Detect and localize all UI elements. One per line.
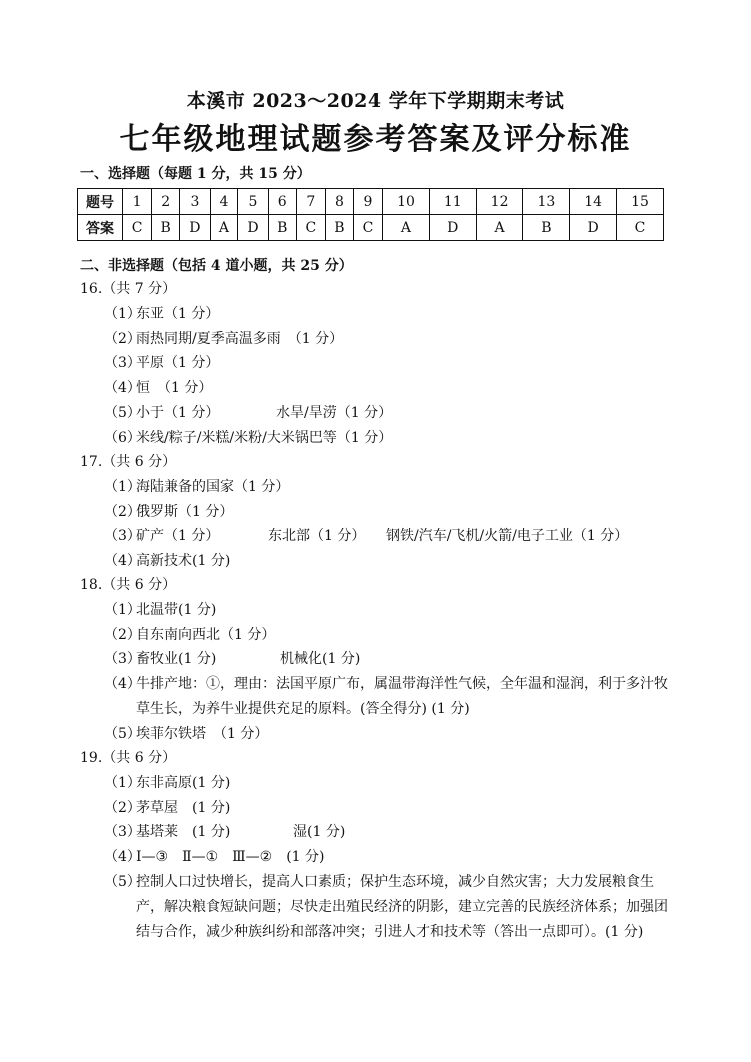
item-number: （2）	[104, 626, 141, 643]
answer-line	[80, 500, 628, 525]
item-number: （1）	[104, 774, 141, 791]
section-2-heading: 二、非选择题（包括 4 道小题，共 25 分）	[80, 258, 353, 274]
section-1-heading: 一、选择题（每题 1 分，共 15 分）	[80, 166, 311, 182]
item-answer: 基塔莱 (1 分)	[136, 824, 231, 841]
item-number: （4）	[104, 676, 141, 693]
item-answer: 茅草屋 (1 分)	[136, 799, 231, 816]
answer-line	[80, 351, 392, 376]
item-answer: 埃菲尔铁塔 （1 分）	[136, 725, 269, 742]
question-number: 3	[180, 189, 210, 215]
answer-cell: A	[383, 215, 430, 241]
item-answer: 海陆兼备的国家（1 分）	[136, 478, 290, 495]
item-answer: 畜牧业(1 分)	[136, 651, 217, 668]
question-number: 15	[617, 189, 664, 215]
question-number: 5	[238, 189, 268, 215]
answer-cell: C	[353, 215, 382, 241]
item-answer: 控制人口过快增长，提高人口素质；保护生态环境，减少自然灾害；大力发展粮食生产，解决粮食短缺问题；尽快走出殖民经济的阴影，建立完善的民族经济体系；加强团结与合作，减少种族纠纷和部落冲突；引进人才和技术等（答出一点即可）。(1 分)	[136, 873, 668, 940]
choice-answer-table	[77, 188, 664, 241]
question-number: 7	[296, 189, 325, 215]
answer-cell: D	[180, 215, 210, 241]
answer-line	[80, 771, 668, 796]
row-label: 答案	[78, 215, 123, 241]
item-number: （1）	[104, 478, 141, 495]
answer-cell: B	[325, 215, 353, 241]
answer-cell: D	[238, 215, 268, 241]
item-answer: 东非高原(1 分)	[136, 774, 231, 791]
question-number: 13	[523, 189, 570, 215]
item-answer: 平原（1 分）	[136, 355, 220, 372]
question-number: 12	[476, 189, 523, 215]
answer-cell: B	[523, 215, 570, 241]
item-answer: 小于（1 分）	[136, 404, 220, 421]
item-number: （3）	[104, 651, 141, 668]
item-answer: 牛排产地：①，理由：法国平原广布，属温带海洋性气候，全年温和湿润，利于多汁牧草生长，为养牛业提供充足的原料。(答全得分) (1 分)	[136, 676, 668, 717]
item-answer: 米线/粽子/米糕/米粉/大米锅巴等（1 分）	[136, 429, 393, 446]
answer-line	[80, 647, 668, 672]
answer-line	[80, 327, 392, 352]
answer-line	[80, 302, 392, 327]
answer-cell: D	[570, 215, 617, 241]
item-answer: 东亚（1 分）	[136, 305, 220, 322]
item-answer: Ⅰ—③ Ⅱ—① Ⅲ—② (1 分)	[136, 849, 325, 866]
item-answer: 高新技术(1 分)	[136, 553, 231, 570]
question-19	[80, 746, 668, 944]
item-number: （1）	[104, 601, 141, 618]
answer-cell: C	[123, 215, 152, 241]
question-number: 1	[123, 189, 152, 215]
answer-line	[80, 549, 628, 574]
item-answer: 恒 （1 分）	[136, 380, 213, 397]
answer-line	[80, 820, 668, 845]
item-number: （3）	[104, 824, 141, 841]
answer-line	[80, 376, 392, 401]
question-heading: 16.（共 7 分）	[80, 281, 177, 297]
item-answer-2: 湿(1 分)	[293, 824, 346, 841]
question-heading: 17.（共 6 分）	[80, 454, 177, 470]
item-answer-2: 东北部（1 分）	[268, 528, 366, 545]
document-title: 七年级地理试题参考答案及评分标准	[119, 122, 632, 157]
answer-cell: C	[617, 215, 664, 241]
item-answer: 俄罗斯（1 分）	[136, 503, 234, 520]
item-number: （3）	[104, 528, 141, 545]
question-number: 11	[429, 189, 476, 215]
answer-line	[80, 796, 668, 821]
question-heading: 18.（共 6 分）	[80, 577, 177, 593]
answer-line	[80, 722, 668, 747]
item-number: （3）	[104, 355, 141, 372]
answer-line	[80, 475, 628, 500]
answer-line	[80, 401, 392, 426]
question-number: 10	[383, 189, 430, 215]
answer-cell: C	[296, 215, 325, 241]
question-number: 4	[210, 189, 238, 215]
answer-line	[80, 524, 628, 549]
item-number: （2）	[104, 799, 141, 816]
answer-cell: A	[210, 215, 238, 241]
item-number: （2）	[104, 330, 141, 347]
item-number: （4）	[104, 380, 141, 397]
item-number: （5）	[104, 873, 141, 890]
question-number: 2	[152, 189, 180, 215]
item-number: （1）	[104, 305, 141, 322]
item-number: （5）	[104, 725, 141, 742]
exam-title: 本溪市 2023～2024 学年下学期期末考试	[186, 90, 565, 112]
question-number: 14	[570, 189, 617, 215]
question-number-row	[78, 189, 664, 215]
item-number: （5）	[104, 404, 141, 421]
question-number: 9	[353, 189, 382, 215]
item-answer-3: 钢铁/汽车/飞机/火箭/电子工业（1 分）	[386, 528, 629, 545]
question-number: 6	[268, 189, 296, 215]
answer-paragraph	[80, 870, 668, 944]
item-answer: 自东南向西北（1 分）	[136, 626, 276, 643]
row-label: 题号	[78, 189, 123, 215]
item-answer-2: 机械化(1 分)	[280, 651, 361, 668]
item-answer: 矿产（1 分）	[136, 528, 220, 545]
question-17	[80, 450, 628, 574]
answer-cell: B	[152, 215, 180, 241]
item-number: （4）	[104, 553, 141, 570]
item-number: （4）	[104, 849, 141, 866]
item-number: （6）	[104, 429, 141, 446]
answer-cell: D	[429, 215, 476, 241]
answer-row	[78, 215, 664, 241]
answer-line	[80, 623, 668, 648]
answer-line	[80, 598, 668, 623]
question-heading: 19.（共 6 分）	[80, 750, 177, 766]
question-number: 8	[325, 189, 353, 215]
item-answer: 雨热同期/夏季高温多雨 （1 分）	[136, 330, 344, 347]
answer-paragraph	[80, 672, 668, 722]
answer-cell: B	[268, 215, 296, 241]
answer-line	[80, 845, 668, 870]
item-answer: 北温带(1 分)	[136, 601, 217, 618]
item-number: （2）	[104, 503, 141, 520]
question-16	[80, 277, 392, 451]
answer-line	[80, 426, 392, 451]
item-answer-2: 水旱/旱涝（1 分）	[276, 404, 393, 421]
answer-cell: A	[476, 215, 523, 241]
question-18	[80, 573, 668, 747]
